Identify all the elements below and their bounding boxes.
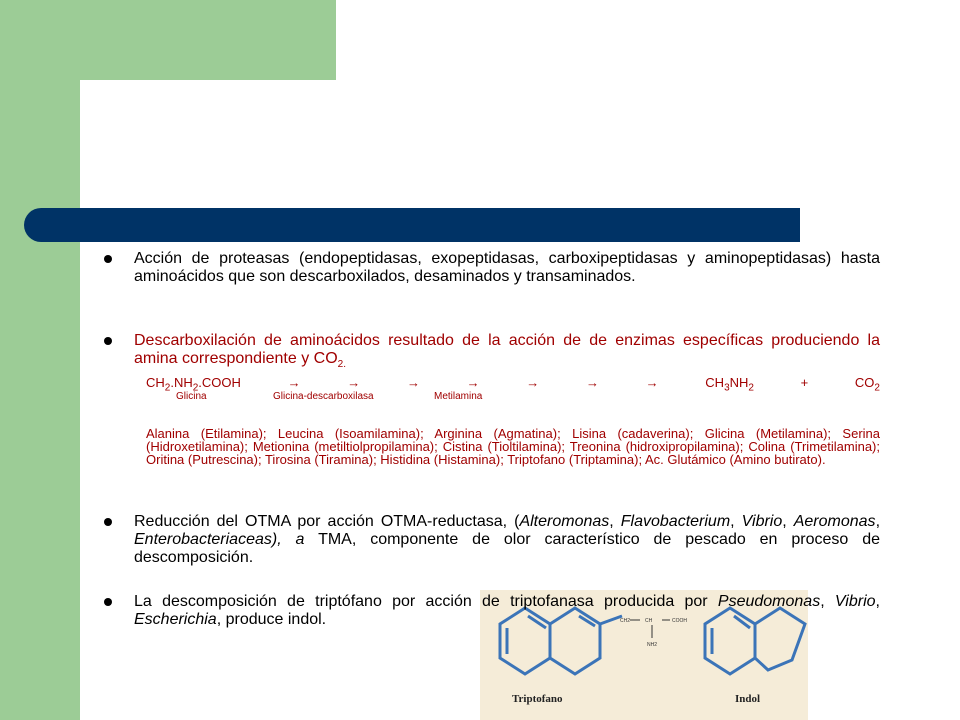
bullet-triptofano [100, 593, 880, 629]
name-glicina: Glicina [176, 391, 207, 402]
top-green-band [0, 0, 336, 80]
bullet-dot [104, 255, 112, 263]
arrow: → [347, 375, 361, 390]
arrow: → [466, 375, 480, 390]
left-green-band [0, 0, 80, 720]
arrow: → [526, 375, 540, 390]
label-ch: CH [645, 618, 653, 624]
reaction-equation [146, 375, 880, 394]
label-nh2: NH2 [647, 642, 658, 648]
bullet-text-main: Descarboxilación de aminoácidos resultado de la acción de de enzimas específicas produciendo la amina correspondiente y CO [134, 332, 880, 367]
bullet-proteasas [100, 250, 880, 286]
bullet-otma [100, 513, 880, 567]
label-cooh: COOH [672, 618, 687, 624]
bullet-text: Acción de proteasas (endopeptidasas, exopeptidasas, carboxipeptidasas y aminopeptidasas) hasta aminoácidos que son descarboxilados, desaminados y transaminados. [134, 250, 880, 285]
arrow: → [287, 375, 301, 390]
bullet-descarboxilacion [100, 332, 880, 371]
compound-names [176, 391, 482, 402]
title-bar [24, 208, 800, 242]
product-amine: $CH_3NH_2$ [705, 375, 754, 394]
plus-sign: + [800, 375, 809, 390]
name-glicina-descarboxilasa: Glicina-descarboxilasa [273, 391, 374, 402]
bullet-dot [104, 518, 112, 526]
bullet-text: Reducción del OTMA por acción OTMA-reductasa, (Alteromonas, Flavobacterium, Vibrio, Aeromonas, Enterobacteriaceas), a TMA, componente de olor característico de pescado en proceso de descomposición. [134, 513, 881, 566]
amino-acid-list: Alanina (Etilamina); Leucina (Isoamilamina); Arginina (Agmatina); Lisina (cadaverina); Glicina (Metilamina); Serina (Hidroxetilamina); Metionina (metiltiolpropilamina); Cistina (Tioltilamina); Treonina (hidroxipropilamina); Colina (Trimetilamina); Oritina (Putrescina); Tirosina (Tiramina); Histidina (Histamina); Triptofano (Triptamina); Ac. Glutámico (Amino butirato). [146, 426, 880, 467]
product-co2: $CO_2$ [854, 375, 880, 394]
label-triptofano: Triptofano [512, 693, 563, 705]
bullet-text: La descomposición de triptófano por acción de triptofanasa producida por Pseudomonas, Vibrio, Escherichia, produce indol. [134, 593, 880, 628]
bullet-dot [104, 598, 112, 606]
bullet-dot [104, 337, 112, 345]
bullet-text [134, 332, 880, 371]
name-metilamina: Metilamina [434, 391, 483, 402]
arrow: → [585, 375, 599, 390]
label-ch2: CH2 [620, 618, 631, 624]
subscript: 2. [337, 359, 346, 371]
arrow: → [645, 375, 659, 390]
reactant: $CH_2.NH_2.COOH$ [146, 375, 241, 394]
label-indol: Indol [735, 693, 761, 705]
arrow: → [406, 375, 420, 390]
